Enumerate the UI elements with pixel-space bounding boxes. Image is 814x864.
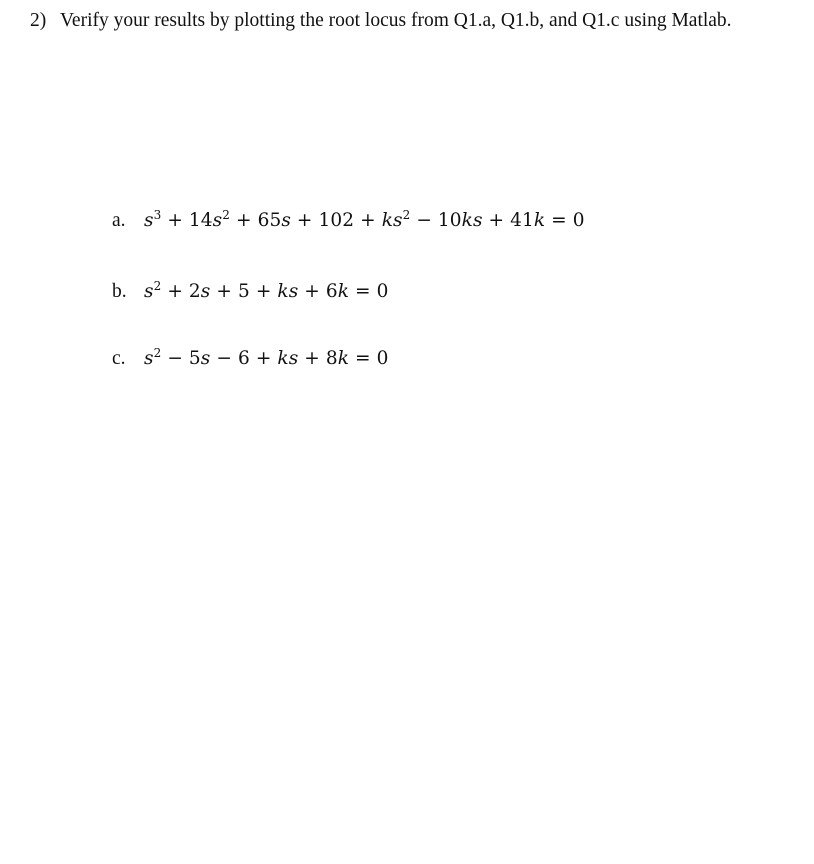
- eq-text: + 6: [298, 281, 338, 302]
- exponent: 2: [402, 208, 411, 222]
- item-label: b.: [112, 281, 127, 302]
- eq-text: + 2: [161, 281, 201, 302]
- eq-text: − 6 +: [210, 348, 278, 369]
- exponent: 3: [153, 208, 162, 222]
- eq-text: + 14: [161, 210, 213, 231]
- eq-text: = 0: [545, 210, 585, 231]
- equation: [144, 281, 389, 302]
- var-ks: ks: [277, 281, 299, 302]
- var-k: k: [337, 348, 350, 369]
- exponent: 2: [153, 279, 162, 293]
- equation-item-b: [112, 280, 389, 304]
- equation-item-c: [112, 347, 389, 371]
- eq-text: + 8: [298, 348, 338, 369]
- var-ks: ks: [277, 348, 299, 369]
- eq-text: − 5: [161, 348, 201, 369]
- equation: [144, 348, 389, 369]
- eq-text: = 0: [349, 348, 389, 369]
- item-label: c.: [112, 348, 126, 369]
- eq-text: + 102 +: [290, 210, 382, 231]
- var-s: s: [212, 210, 223, 231]
- var-s: s: [144, 348, 154, 369]
- eq-text: + 5 +: [210, 281, 278, 302]
- question-number: 2): [30, 10, 47, 31]
- var-k: k: [337, 281, 350, 302]
- eq-text: − 10: [410, 210, 462, 231]
- var-s: s: [200, 281, 211, 302]
- var-s: s: [281, 210, 291, 231]
- var-k: k: [533, 210, 546, 231]
- var-s: s: [200, 348, 211, 369]
- equation-item-a: [112, 209, 585, 233]
- var-ks: ks: [461, 210, 483, 231]
- equation: [144, 210, 585, 231]
- var-s: s: [144, 210, 154, 231]
- item-label: a.: [112, 210, 126, 231]
- eq-text: + 65: [230, 210, 282, 231]
- exponent: 2: [222, 208, 231, 222]
- exponent: 2: [153, 346, 162, 360]
- var-s: s: [144, 281, 154, 302]
- eq-text: = 0: [349, 281, 389, 302]
- question-2: [30, 9, 732, 33]
- var-ks: ks: [381, 210, 403, 231]
- question-text: Verify your results by plotting the root locus from Q1.a, Q1.b, and Q1.c using Matlab.: [60, 10, 732, 31]
- eq-text: + 41: [482, 210, 534, 231]
